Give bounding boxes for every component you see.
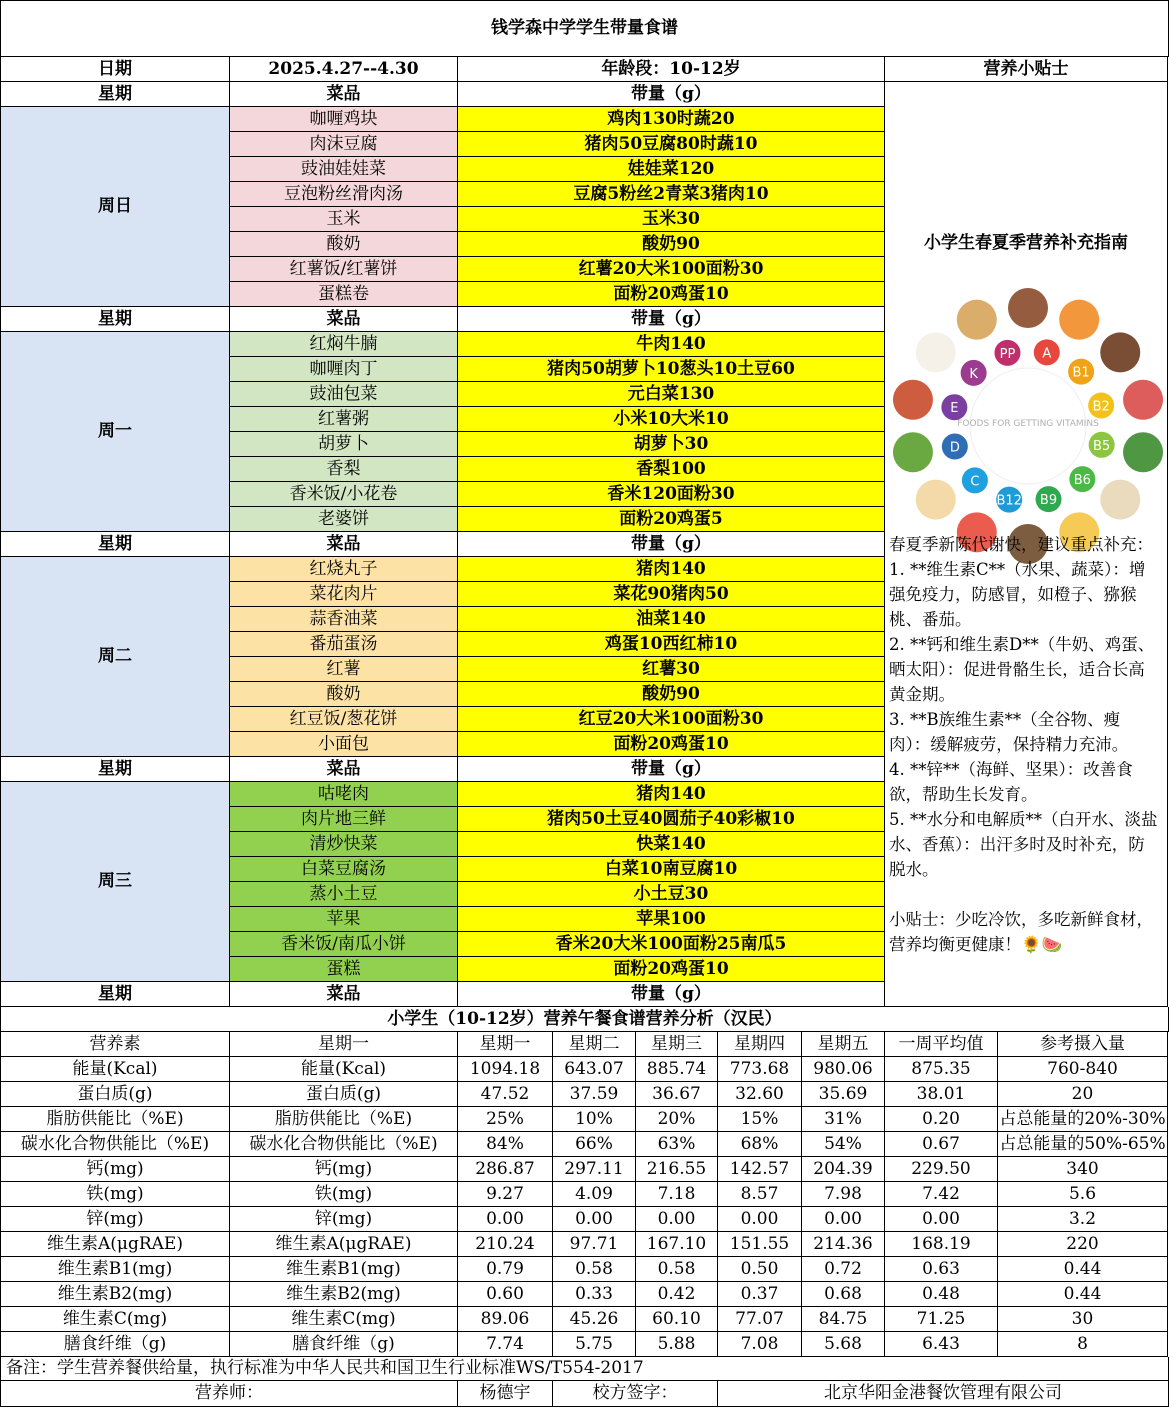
dish-name: 蛋糕 — [230, 957, 458, 982]
dish-amount: 红薯20大米100面粉30 — [458, 257, 885, 282]
dish-name: 小面包 — [230, 732, 458, 757]
nutrition-cell: 97.71 — [553, 1232, 636, 1257]
dish-name: 豉油包菜 — [230, 382, 458, 407]
nutrition-cell: 3.2 — [998, 1207, 1168, 1232]
dish-amount: 苹果100 — [458, 907, 885, 932]
nutrition-cell: 216.55 — [636, 1157, 718, 1182]
dish-name: 蒜香油菜 — [230, 607, 458, 632]
nutrition-cell: 10% — [553, 1107, 636, 1132]
amount-column-header: 带量（g） — [458, 532, 885, 557]
nutrition-cell: 维生素B2(mg) — [0, 1282, 230, 1307]
vitamin-image-label: FOODS FOR GETTING VITAMINS — [957, 419, 1099, 429]
nutrition-cell: 9.27 — [458, 1182, 553, 1207]
nutrition-cell: 0.63 — [885, 1257, 998, 1282]
dish-amount: 菜花90猪肉50 — [458, 582, 885, 607]
food-icon — [916, 480, 956, 520]
vitamin-badge — [961, 360, 987, 386]
dish-amount: 红薯30 — [458, 657, 885, 682]
dish-amount: 鸡肉130时蔬20 — [458, 107, 885, 132]
dish-name: 酸奶 — [230, 232, 458, 257]
nutrition-cell: 142.57 — [718, 1157, 802, 1182]
dish-amount: 香梨100 — [458, 457, 885, 482]
nutrition-cell: 脂肪供能比（%E) — [0, 1107, 230, 1132]
day-column-header: 星期 — [0, 982, 230, 1007]
nutrition-cell: 0.00 — [802, 1207, 885, 1232]
dish-amount: 牛肉140 — [458, 332, 885, 357]
dish-amount: 面粉20鸡蛋10 — [458, 282, 885, 307]
svg-text:B2: B2 — [1092, 399, 1110, 415]
tips-title: 小学生春夏季营养补充指南 — [924, 233, 1128, 253]
nutrition-cell: 0.60 — [458, 1282, 553, 1307]
day-column-header: 星期 — [0, 757, 230, 782]
nutrition-header: 一周平均值 — [885, 1032, 998, 1057]
nutrition-header: 星期四 — [718, 1032, 802, 1057]
dish-name: 红薯粥 — [230, 407, 458, 432]
amount-column-header: 带量（g） — [458, 307, 885, 332]
svg-text:B9: B9 — [1039, 493, 1058, 509]
svg-text:B12: B12 — [996, 493, 1022, 509]
age-range: 年龄段：10-12岁 — [458, 57, 885, 82]
nutrition-cell: 占总能量的50%-65% — [998, 1132, 1168, 1157]
nutritionist-label: 营养师： — [0, 1381, 458, 1407]
food-icon — [1123, 432, 1163, 472]
vitamin-badge — [942, 434, 968, 460]
nutrition-cell: 钙(mg) — [0, 1157, 230, 1182]
dish-amount: 小土豆30 — [458, 882, 885, 907]
nutrition-cell: 5.6 — [998, 1182, 1168, 1207]
nutrition-cell: 875.35 — [885, 1057, 998, 1082]
dish-column-header: 菜品 — [230, 757, 458, 782]
dish-amount: 面粉20鸡蛋5 — [458, 507, 885, 532]
dish-amount: 酸奶90 — [458, 232, 885, 257]
dish-amount: 娃娃菜120 — [458, 157, 885, 182]
dish-amount: 快菜140 — [458, 832, 885, 857]
nutrition-cell: 4.09 — [553, 1182, 636, 1207]
svg-text:B5: B5 — [1093, 438, 1111, 454]
date-label: 日期 — [0, 57, 230, 82]
dish-name: 豆泡粉丝滑肉汤 — [230, 182, 458, 207]
nutrition-cell: 0.79 — [458, 1257, 553, 1282]
nutrition-cell: 碳水化合物供能比（%E) — [230, 1132, 458, 1157]
dish-name: 红烧丸子 — [230, 557, 458, 582]
dish-amount: 香米120面粉30 — [458, 482, 885, 507]
sheet-title: 钱学森中学学生带量食谱 — [0, 0, 1169, 57]
day-column-header: 星期 — [0, 82, 230, 107]
nutrition-cell: 能量(Kcal) — [0, 1057, 230, 1082]
nutrition-cell: 维生素C(mg) — [0, 1307, 230, 1332]
nutrition-cell: 340 — [998, 1157, 1168, 1182]
day-column-header: 星期 — [0, 532, 230, 557]
nutrition-cell: 204.39 — [802, 1157, 885, 1182]
nutrition-cell: 229.50 — [885, 1157, 998, 1182]
svg-text:E: E — [950, 401, 959, 417]
dish-column-header: 菜品 — [230, 307, 458, 332]
vitamin-badge — [994, 340, 1020, 366]
dish-amount: 油菜140 — [458, 607, 885, 632]
nutrition-cell: 0.37 — [718, 1282, 802, 1307]
nutrition-cell: 0.20 — [885, 1107, 998, 1132]
vitamin-badge — [1088, 392, 1114, 418]
dish-name: 肉沫豆腐 — [230, 132, 458, 157]
nutrition-cell: 1094.18 — [458, 1057, 553, 1082]
nutrition-cell: 8.57 — [718, 1182, 802, 1207]
nutrition-cell: 0.44 — [998, 1282, 1168, 1307]
nutrition-cell: 碳水化合物供能比（%E) — [0, 1132, 230, 1157]
nutrition-tips-panel — [885, 82, 1168, 1007]
nutrition-header: 参考摄入量 — [998, 1032, 1168, 1057]
vitamin-badge — [996, 487, 1022, 513]
dish-name: 红豆饭/葱花饼 — [230, 707, 458, 732]
dish-amount: 酸奶90 — [458, 682, 885, 707]
dish-name: 蒸小土豆 — [230, 882, 458, 907]
day-label: 周一 — [0, 332, 230, 532]
nutrition-cell: 35.69 — [802, 1082, 885, 1107]
nutrition-cell: 286.87 — [458, 1157, 553, 1182]
vitamin-badge — [962, 467, 988, 493]
day-label: 周日 — [0, 107, 230, 307]
nutrition-cell: 脂肪供能比（%E) — [230, 1107, 458, 1132]
dish-column-header: 菜品 — [230, 532, 458, 557]
food-icon — [893, 380, 933, 420]
food-icon — [1059, 300, 1099, 340]
nutrition-cell: 5.68 — [802, 1332, 885, 1357]
tip-paragraph: 3. **B族维生素**（全谷物、瘦肉）：缓解疲劳，保持精力充沛。 — [889, 710, 1129, 754]
dish-amount: 玉米30 — [458, 207, 885, 232]
nutrition-cell: 77.07 — [718, 1307, 802, 1332]
nutrition-cell: 铁(mg) — [230, 1182, 458, 1207]
nutrition-cell: 维生素B1(mg) — [230, 1257, 458, 1282]
nutrition-cell: 20% — [636, 1107, 718, 1132]
dish-amount: 白菜10南豆腐10 — [458, 857, 885, 882]
nutrition-cell: 0.72 — [802, 1257, 885, 1282]
dish-amount: 猪肉140 — [458, 782, 885, 807]
dish-amount: 猪肉140 — [458, 557, 885, 582]
nutrition-cell: 锌(mg) — [0, 1207, 230, 1232]
dish-name: 红焖牛腩 — [230, 332, 458, 357]
food-icon — [1123, 380, 1163, 420]
tip-paragraph: 4. **锌**（海鲜、坚果）：改善食欲，帮助生长发育。 — [889, 760, 1133, 804]
nutrition-cell: 31% — [802, 1107, 885, 1132]
svg-text:B6: B6 — [1073, 473, 1091, 489]
svg-text:C: C — [970, 474, 980, 490]
dish-name: 红薯 — [230, 657, 458, 682]
svg-text:PP: PP — [999, 346, 1016, 362]
nutrition-cell: 维生素B1(mg) — [0, 1257, 230, 1282]
nutrition-cell: 214.36 — [802, 1232, 885, 1257]
nutrition-cell: 8 — [998, 1332, 1168, 1357]
nutrition-cell: 773.68 — [718, 1057, 802, 1082]
nutrition-cell: 蛋白质(g) — [230, 1082, 458, 1107]
nutrition-cell: 0.68 — [802, 1282, 885, 1307]
amount-column-header: 带量（g） — [458, 982, 885, 1007]
food-icon — [916, 332, 956, 372]
dish-name: 清炒快菜 — [230, 832, 458, 857]
nutrition-cell: 760-840 — [998, 1057, 1168, 1082]
nutrition-header: 星期三 — [636, 1032, 718, 1057]
dish-name: 咖喱肉丁 — [230, 357, 458, 382]
nutrition-cell: 15% — [718, 1107, 802, 1132]
dish-name: 咖喱鸡块 — [230, 107, 458, 132]
dish-name: 菜花肉片 — [230, 582, 458, 607]
dish-name: 咕咾肉 — [230, 782, 458, 807]
svg-text:A: A — [1042, 346, 1052, 362]
nutrition-cell: 71.25 — [885, 1307, 998, 1332]
vitamin-badge — [1089, 432, 1115, 458]
nutrition-cell: 20 — [998, 1082, 1168, 1107]
dish-amount: 香米20大米100面粉25南瓜5 — [458, 932, 885, 957]
dish-name: 酸奶 — [230, 682, 458, 707]
nutrition-cell: 167.10 — [636, 1232, 718, 1257]
nutrition-cell: 36.67 — [636, 1082, 718, 1107]
dish-amount: 豆腐5粉丝2青菜3猪肉10 — [458, 182, 885, 207]
day-column-header: 星期 — [0, 307, 230, 332]
nutrition-cell: 84.75 — [802, 1307, 885, 1332]
dish-name: 香米饭/小花卷 — [230, 482, 458, 507]
dish-name: 番茄蛋汤 — [230, 632, 458, 657]
nutrition-cell: 锌(mg) — [230, 1207, 458, 1232]
nutrition-cell: 980.06 — [802, 1057, 885, 1082]
nutrition-cell: 铁(mg) — [0, 1182, 230, 1207]
nutrition-analysis-title: 小学生（10-12岁）营养午餐食谱营养分析（汉民） — [0, 1007, 1169, 1032]
dish-name: 苹果 — [230, 907, 458, 932]
dish-name: 香梨 — [230, 457, 458, 482]
svg-text:D: D — [949, 440, 960, 456]
nutrition-cell: 0.00 — [636, 1207, 718, 1232]
dish-column-header: 菜品 — [230, 982, 458, 1007]
tip-paragraph: 1. **维生素C**（水果、蔬菜）：增强免疫力，防感冒，如橙子、猕猴桃、番茄。 — [889, 560, 1146, 629]
nutrition-cell: 膳食纤维（g) — [230, 1332, 458, 1357]
nutrition-cell: 钙(mg) — [230, 1157, 458, 1182]
amount-column-header: 带量（g） — [458, 82, 885, 107]
dish-name: 老婆饼 — [230, 507, 458, 532]
food-icon — [893, 432, 933, 472]
dish-name: 胡萝卜 — [230, 432, 458, 457]
dish-amount: 鸡蛋10西红柿10 — [458, 632, 885, 657]
dish-name: 白菜豆腐汤 — [230, 857, 458, 882]
nutrition-cell: 38.01 — [885, 1082, 998, 1107]
food-icon — [1008, 288, 1048, 328]
dish-name: 香米饭/南瓜小饼 — [230, 932, 458, 957]
nutrition-cell: 0.42 — [636, 1282, 718, 1307]
nutrition-cell: 84% — [458, 1132, 553, 1157]
amount-column-header: 带量（g） — [458, 757, 885, 782]
vitamin-badge — [941, 394, 967, 420]
dish-amount: 元白菜130 — [458, 382, 885, 407]
vitamin-badge — [1069, 466, 1095, 492]
nutrition-cell: 0.67 — [885, 1132, 998, 1157]
day-label: 周二 — [0, 557, 230, 757]
dish-name: 蛋糕卷 — [230, 282, 458, 307]
nutrition-cell: 7.08 — [718, 1332, 802, 1357]
dish-amount: 猪肉50豆腐80时蔬10 — [458, 132, 885, 157]
nutrition-cell: 能量(Kcal) — [230, 1057, 458, 1082]
food-icon — [1100, 480, 1140, 520]
nutrition-cell: 885.74 — [636, 1057, 718, 1082]
dish-amount: 猪肉50胡萝卜10葱头10土豆60 — [458, 357, 885, 382]
nutrition-cell: 7.42 — [885, 1182, 998, 1207]
nutrition-cell: 47.52 — [458, 1082, 553, 1107]
nutrition-cell: 30 — [998, 1307, 1168, 1332]
nutrition-cell: 25% — [458, 1107, 553, 1132]
dish-name: 玉米 — [230, 207, 458, 232]
nutrition-cell: 维生素C(mg) — [230, 1307, 458, 1332]
vitamin-badge — [1036, 486, 1062, 512]
nutrition-cell: 0.44 — [998, 1257, 1168, 1282]
nutrition-cell: 0.33 — [553, 1282, 636, 1307]
nutrition-cell: 89.06 — [458, 1307, 553, 1332]
nutrition-header: 星期一 — [458, 1032, 553, 1057]
nutrition-cell: 蛋白质(g) — [0, 1082, 230, 1107]
nutritionist-name: 杨德宇 — [458, 1381, 553, 1407]
tip-paragraph: 小贴士：少吃冷饮，多吃新鲜食材，营养均衡更健康！🌻🍉 — [889, 910, 1153, 954]
nutrition-cell: 60.10 — [636, 1307, 718, 1332]
dish-amount: 面粉20鸡蛋10 — [458, 732, 885, 757]
svg-text:K: K — [969, 366, 978, 382]
nutrition-cell: 维生素A(μgRAE) — [230, 1232, 458, 1257]
nutrition-cell: 0.58 — [636, 1257, 718, 1282]
dish-amount: 红豆20大米100面粉30 — [458, 707, 885, 732]
nutrition-cell: 0.58 — [553, 1257, 636, 1282]
vitamin-badge — [1034, 339, 1060, 365]
nutrition-cell: 0.00 — [553, 1207, 636, 1232]
school-signature-label: 校方签字： — [553, 1381, 718, 1407]
nutrition-cell: 膳食纤维（g) — [0, 1332, 230, 1357]
nutrition-cell: 66% — [553, 1132, 636, 1157]
nutrition-cell: 37.59 — [553, 1082, 636, 1107]
vitamin-badge — [1068, 359, 1094, 385]
dish-name: 红薯饭/红薯饼 — [230, 257, 458, 282]
day-label: 周三 — [0, 782, 230, 982]
nutrition-header: 星期五 — [802, 1032, 885, 1057]
nutrition-header: 营养素 — [0, 1032, 230, 1057]
nutrition-header: 星期二 — [553, 1032, 636, 1057]
dish-amount: 猪肉50土豆40圆茄子40彩椒10 — [458, 807, 885, 832]
nutrition-cell: 5.75 — [553, 1332, 636, 1357]
tip-paragraph: 2. **钙和维生素D**（牛奶、鸡蛋、晒太阳）：促进骨骼生长，适合长高黄金期。 — [889, 635, 1155, 704]
nutrition-cell: 0.00 — [458, 1207, 553, 1232]
nutrition-cell: 占总能量的20%-30% — [998, 1107, 1168, 1132]
date-value: 2025.4.27--4.30 — [230, 57, 458, 82]
dish-amount: 小米10大米10 — [458, 407, 885, 432]
tip-paragraph: 5. **水分和电解质**（白开水、淡盐水、香蕉）：出汗多时及时补充，防脱水。 — [889, 810, 1158, 879]
nutrition-cell: 32.60 — [718, 1082, 802, 1107]
nutrition-cell: 0.00 — [885, 1207, 998, 1232]
nutrition-cell: 7.18 — [636, 1182, 718, 1207]
nutrition-cell: 210.24 — [458, 1232, 553, 1257]
nutrition-cell: 297.11 — [553, 1157, 636, 1182]
nutrition-cell: 7.98 — [802, 1182, 885, 1207]
nutrition-cell: 0.50 — [718, 1257, 802, 1282]
standard-note: 备注：学生营养餐供给量，执行标准为中华人民共和国卫生行业标准WS/T554-2017 — [0, 1357, 1169, 1381]
dish-amount: 胡萝卜30 — [458, 432, 885, 457]
dish-column-header: 菜品 — [230, 82, 458, 107]
nutrition-cell: 0.48 — [885, 1282, 998, 1307]
nutrition-cell: 151.55 — [718, 1232, 802, 1257]
nutrition-cell: 168.19 — [885, 1232, 998, 1257]
nutrition-cell: 维生素A(μgRAE) — [0, 1232, 230, 1257]
nutrition-header: 星期一 — [230, 1032, 458, 1057]
nutrition-cell: 54% — [802, 1132, 885, 1157]
nutrition-cell: 643.07 — [553, 1057, 636, 1082]
vitamin-foods-illustration — [888, 284, 1168, 569]
nutrition-cell: 45.26 — [553, 1307, 636, 1332]
tips-text — [889, 532, 1161, 957]
company-name: 北京华阳金港餐饮管理有限公司 — [718, 1381, 1169, 1407]
nutrition-cell: 0.00 — [718, 1207, 802, 1232]
dish-name: 豉油娃娃菜 — [230, 157, 458, 182]
nutrition-cell: 5.88 — [636, 1332, 718, 1357]
nutrition-cell: 63% — [636, 1132, 718, 1157]
nutrition-cell: 220 — [998, 1232, 1168, 1257]
food-icon — [957, 300, 997, 340]
tip-paragraph: 春夏季新陈代谢快，建议重点补充： — [889, 535, 1153, 554]
nutrition-cell: 7.74 — [458, 1332, 553, 1357]
food-icon — [1100, 332, 1140, 372]
dish-amount: 面粉20鸡蛋10 — [458, 957, 885, 982]
nutrition-cell: 68% — [718, 1132, 802, 1157]
svg-text:B1: B1 — [1072, 365, 1090, 381]
tips-header: 营养小贴士 — [885, 57, 1168, 82]
dish-name: 肉片地三鲜 — [230, 807, 458, 832]
nutrition-cell: 维生素B2(mg) — [230, 1282, 458, 1307]
nutrition-cell: 6.43 — [885, 1332, 998, 1357]
